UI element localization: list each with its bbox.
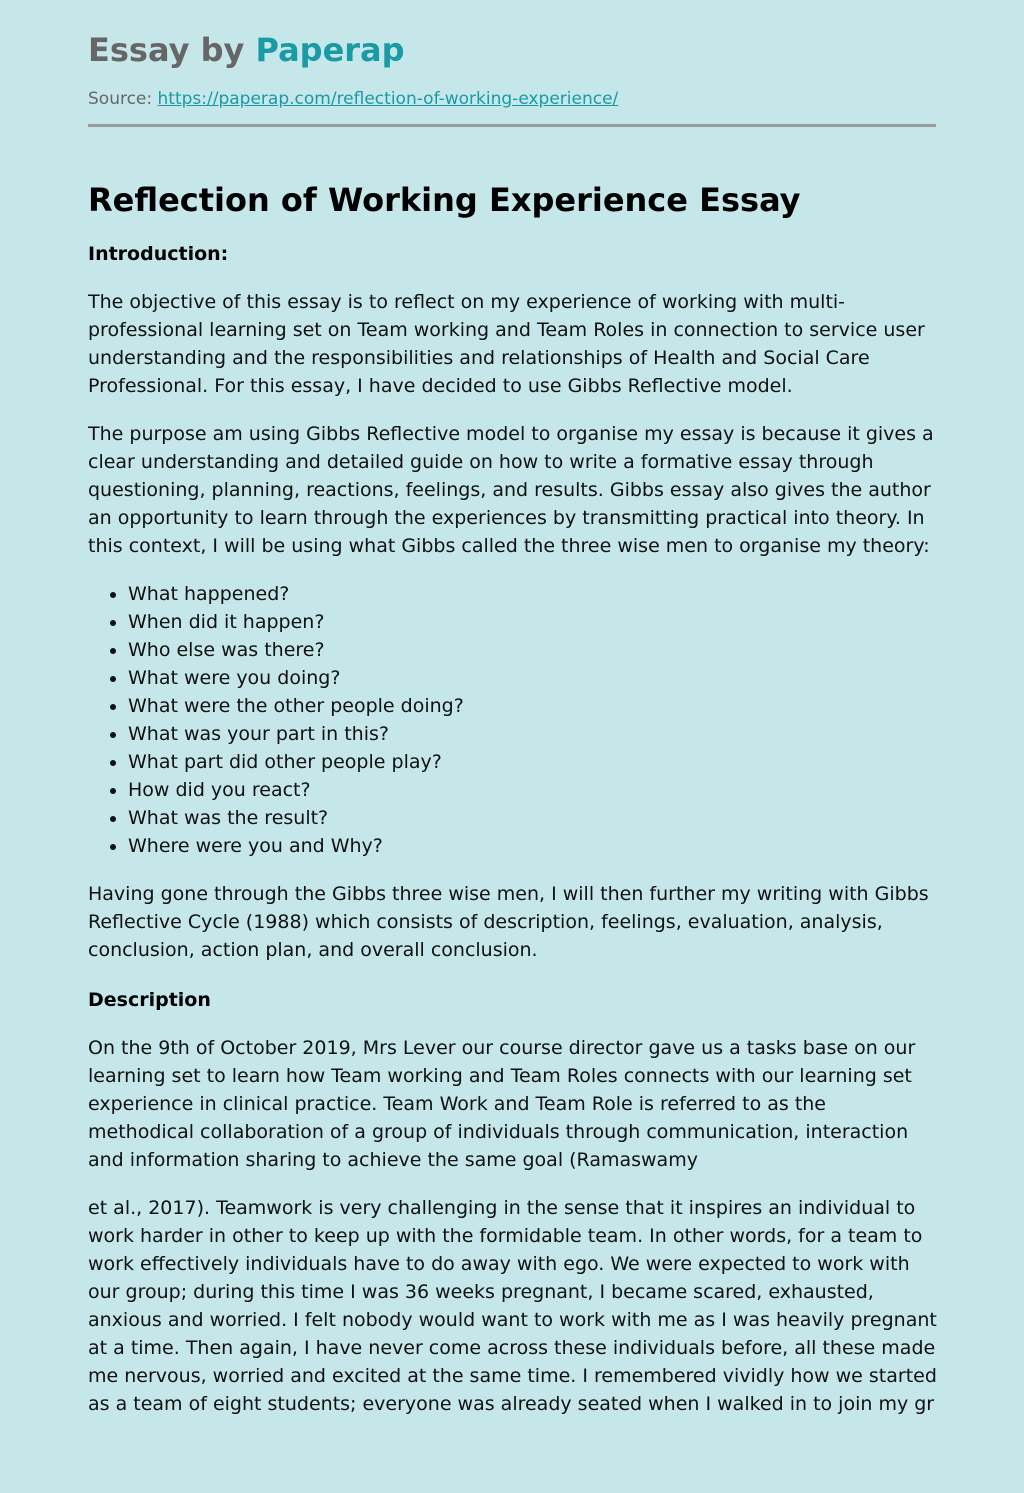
list-item: • What were you doing? bbox=[128, 664, 938, 692]
list-item: • What was your part in this? bbox=[128, 720, 938, 748]
description-paragraph-2: et al., 2017). Teamwork is very challenging in the sense that it inspires an individual to work harder in other to keep up with the formidable team. In other words, for a team to work effectively individuals have to do away with ego. We were expected to work with our group; during this time I was 36 weeks pregnant, I became scared, exhausted, anxious and worried. I felt nobody would want to work with me as I was heavily pregnant at a time. Then again, I have never come across these individuals before, all these made me nervous, worried and excited at the same time. I remembered vividly how we started as a team of eight students; everyone was already seated when I walked in to join my gr bbox=[88, 1197, 937, 1415]
site-brand[interactable] bbox=[88, 30, 405, 70]
list-item: • Where were you and Why? bbox=[128, 832, 938, 860]
list-item: • What part did other people play? bbox=[128, 748, 938, 776]
introduction-heading: Introduction: bbox=[88, 243, 229, 265]
brand-prefix: Essay by bbox=[88, 31, 245, 69]
essay-title: Reflection of Working Experience Essay bbox=[88, 181, 801, 219]
source-line bbox=[88, 88, 618, 110]
wise-men-list bbox=[88, 580, 938, 860]
brand-name[interactable]: Paperap bbox=[255, 31, 405, 69]
list-item: • What was the result? bbox=[128, 804, 938, 832]
description-heading: Description bbox=[88, 989, 211, 1011]
description-paragraph-1: On the 9th of October 2019, Mrs Lever our course director gave us a tasks base on our learning set to learn how Team working and Team Roles connects with our learning set experience in clinical practice. Team Work and Team Role is referred to as the methodical collaboration of a group of individuals through communication, interaction and information sharing to achieve the same goal (Ramaswamy bbox=[88, 1037, 916, 1171]
list-item: • How did you react? bbox=[128, 776, 938, 804]
intro-paragraph-3: Having gone through the Gibbs three wise men, I will then further my writing with Gibbs Reflective Cycle (1988) which consists of description, feelings, evaluation, analysis, conclusion, action plan, and overall conclusion. bbox=[88, 883, 929, 961]
list-item: • Who else was there? bbox=[128, 636, 938, 664]
source-label: Source: bbox=[88, 89, 153, 109]
essay-article bbox=[88, 176, 938, 1418]
intro-paragraph-2: The purpose am using Gibbs Reflective model to organise my essay is because it gives a clear understanding and detailed guide on how to write a formative essay through questioning, planning, reactions, feelings, and results. Gibbs essay also gives the author an opportunity to learn through the experiences by transmitting practical into theory. In this context, I will be using what Gibbs called the three wise men to organise my theory: bbox=[88, 423, 934, 557]
intro-paragraph-1: The objective of this essay is to reflect on my experience of working with multi-professional learning set on Team working and Team Roles in connection to service user understanding and the responsibilities and relationships of Health and Social Care Professional. For this essay, I have decided to use Gibbs Reflective model. bbox=[88, 291, 925, 397]
header-divider bbox=[88, 124, 936, 127]
list-item: • What happened? bbox=[128, 580, 938, 608]
source-link[interactable]: https://paperap.com/reflection-of-working-experience/ bbox=[157, 89, 619, 109]
list-item: • What were the other people doing? bbox=[128, 692, 938, 720]
list-item: • When did it happen? bbox=[128, 608, 938, 636]
